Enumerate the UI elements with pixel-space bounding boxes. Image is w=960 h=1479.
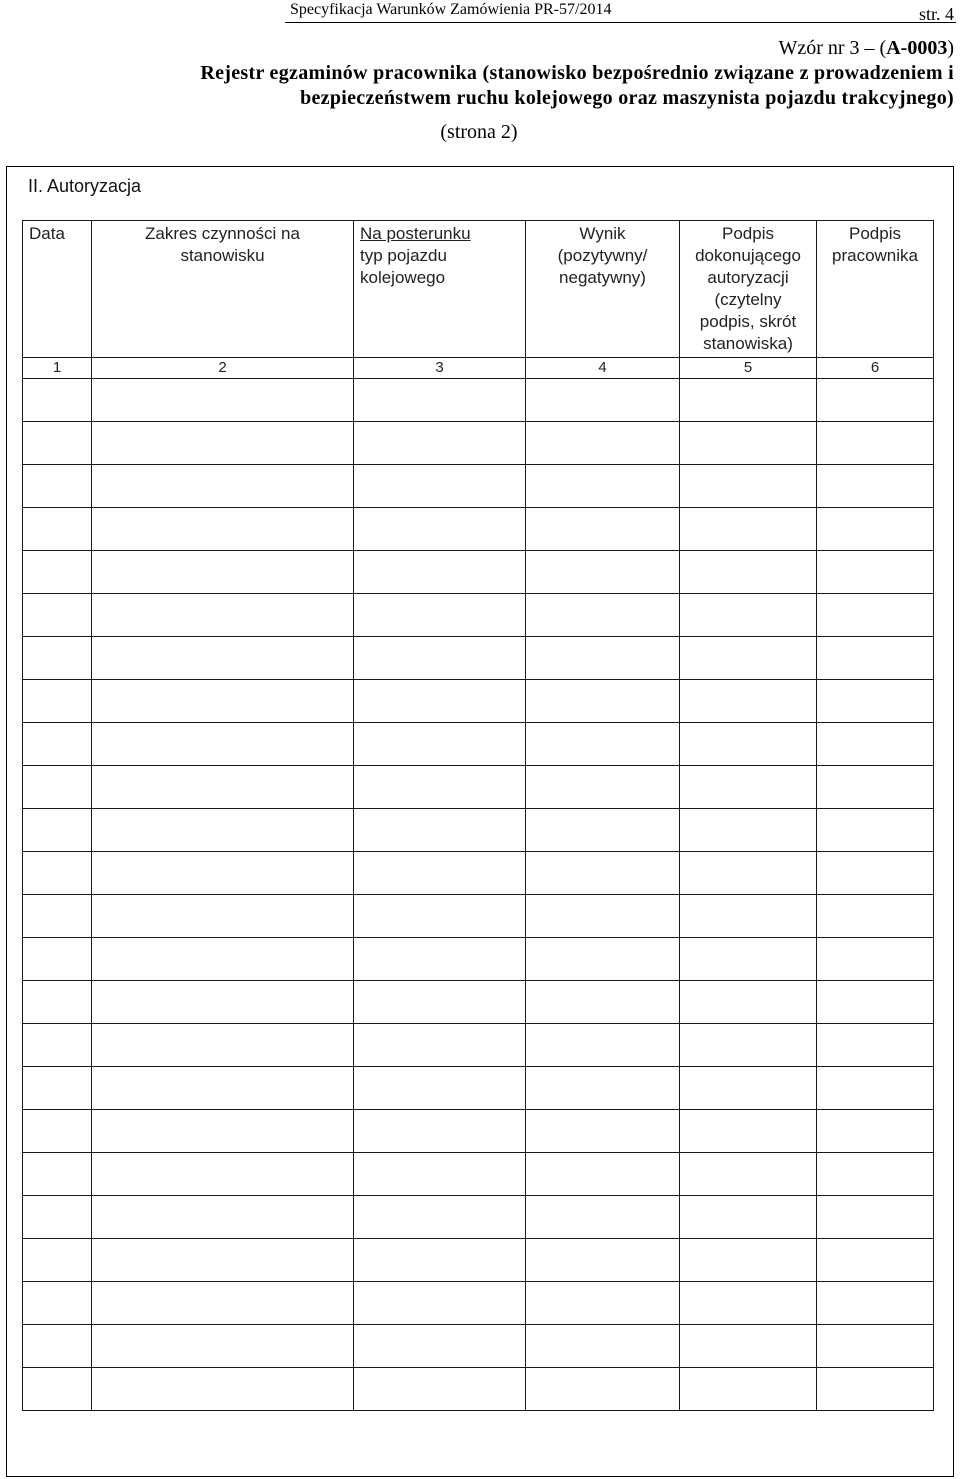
- table-cell: [680, 465, 817, 508]
- table-cell: [92, 938, 354, 981]
- table-cell: [354, 981, 526, 1024]
- table-cell: [680, 379, 817, 422]
- table-row: [23, 1153, 934, 1196]
- column-header-wynik: [526, 221, 680, 358]
- table-cell: [526, 422, 680, 465]
- table-cell: [680, 723, 817, 766]
- column-header-posterunek: [354, 221, 526, 358]
- column-header-label: dokonującego: [695, 246, 801, 265]
- table-cell: [23, 809, 92, 852]
- table-cell: [23, 594, 92, 637]
- table-cell: [526, 1024, 680, 1067]
- table-cell: [23, 1110, 92, 1153]
- table-cell: [680, 1282, 817, 1325]
- table-row: [23, 766, 934, 809]
- table-cell: [526, 508, 680, 551]
- table-cell: [526, 981, 680, 1024]
- column-header-label: negatywny): [559, 268, 646, 287]
- table-cell: [92, 379, 354, 422]
- table-cell: [817, 852, 934, 895]
- table-cell: [680, 1153, 817, 1196]
- table-cell: [680, 981, 817, 1024]
- table-cell: [817, 1325, 934, 1368]
- table-cell: [23, 379, 92, 422]
- authorization-table: [22, 220, 934, 1411]
- column-header-label: Na posterunku: [360, 224, 471, 243]
- table-cell: [817, 1110, 934, 1153]
- table-cell: [526, 809, 680, 852]
- table-cell: [92, 809, 354, 852]
- table-row: [23, 551, 934, 594]
- column-header-data: [23, 221, 92, 358]
- table-row: [23, 1067, 934, 1110]
- table-cell: [23, 1024, 92, 1067]
- table-cell: [817, 465, 934, 508]
- table-cell: [92, 637, 354, 680]
- table-cell: [817, 1196, 934, 1239]
- table-cell: [354, 465, 526, 508]
- table-cell: [23, 1282, 92, 1325]
- table-cell: [526, 680, 680, 723]
- column-header-label: podpis, skrót: [699, 312, 797, 331]
- table-body: [23, 379, 934, 1411]
- table-row: [23, 1282, 934, 1325]
- table-cell: [354, 1196, 526, 1239]
- table-cell: [92, 508, 354, 551]
- table-cell: [680, 1239, 817, 1282]
- table-cell: [817, 766, 934, 809]
- table-row: [23, 594, 934, 637]
- table-cell: [817, 594, 934, 637]
- table-cell: [817, 1368, 934, 1411]
- table-row: [23, 938, 934, 981]
- table-cell: [92, 422, 354, 465]
- table-cell: [354, 1325, 526, 1368]
- column-number-row: [23, 358, 934, 379]
- column-header-podpis-dokonujacego: [680, 221, 817, 358]
- table-cell: [92, 895, 354, 938]
- form-id-suffix: ): [947, 37, 954, 59]
- table-row: [23, 852, 934, 895]
- column-number: 5: [680, 358, 817, 379]
- column-number: 6: [817, 358, 934, 379]
- table-cell: [92, 1282, 354, 1325]
- table-cell: [680, 637, 817, 680]
- table-cell: [817, 723, 934, 766]
- table-cell: [354, 680, 526, 723]
- page-subtitle: (strona 2): [440, 121, 518, 143]
- table-cell: [526, 1110, 680, 1153]
- table-cell: [92, 465, 354, 508]
- column-header-label: Zakres czynności na: [145, 224, 300, 243]
- column-header-label: stanowiska): [703, 334, 793, 353]
- table-cell: [23, 1368, 92, 1411]
- table-cell: [680, 852, 817, 895]
- table-cell: [23, 508, 92, 551]
- table-cell: [354, 766, 526, 809]
- table-cell: [23, 465, 92, 508]
- table-cell: [817, 895, 934, 938]
- table-cell: [817, 551, 934, 594]
- form-identifier: [778, 36, 954, 60]
- table-row: [23, 508, 934, 551]
- table-cell: [23, 680, 92, 723]
- form-id-prefix: Wzór nr 3 – (: [778, 37, 887, 59]
- table-row: [23, 895, 934, 938]
- table-cell: [354, 508, 526, 551]
- table-cell: [680, 1110, 817, 1153]
- column-header-label: typ pojazdu: [360, 246, 447, 265]
- table-cell: [526, 766, 680, 809]
- table-cell: [817, 1153, 934, 1196]
- table-cell: [354, 809, 526, 852]
- table-cell: [680, 809, 817, 852]
- title-line-2: bezpieczeństwem ruchu kolejowego oraz maszynista pojazdu trakcyjnego): [300, 87, 954, 109]
- table-cell: [526, 465, 680, 508]
- table-cell: [92, 1067, 354, 1110]
- column-header-label: (pozytywny/: [557, 246, 648, 265]
- table-cell: [680, 680, 817, 723]
- table-cell: [817, 981, 934, 1024]
- table-cell: [92, 1110, 354, 1153]
- table-cell: [23, 1239, 92, 1282]
- title-line-1: Rejestr egzaminów pracownika (stanowisko bezpośrednio związane z prowadzeniem i: [200, 62, 954, 84]
- column-header-label: (czytelny: [714, 290, 782, 309]
- table-cell: [526, 895, 680, 938]
- column-header-label: kolejowego: [360, 268, 446, 287]
- page-number: str. 4: [918, 4, 954, 24]
- table-row: [23, 465, 934, 508]
- table-row: [23, 680, 934, 723]
- table-cell: [526, 1282, 680, 1325]
- table-cell: [92, 1239, 354, 1282]
- table-row: [23, 1325, 934, 1368]
- table-cell: [23, 766, 92, 809]
- column-header-label: Podpis: [849, 224, 901, 243]
- table-cell: [354, 379, 526, 422]
- table-cell: [817, 508, 934, 551]
- column-header-zakres: [92, 221, 354, 358]
- table-cell: [817, 680, 934, 723]
- table-row: [23, 1024, 934, 1067]
- table-row: [23, 981, 934, 1024]
- table-cell: [23, 723, 92, 766]
- table-cell: [526, 938, 680, 981]
- table-row: [23, 422, 934, 465]
- table-cell: [526, 852, 680, 895]
- table-cell: [817, 1282, 934, 1325]
- table-cell: [817, 1024, 934, 1067]
- table-cell: [354, 895, 526, 938]
- table-cell: [526, 1067, 680, 1110]
- table-cell: [92, 594, 354, 637]
- table-cell: [526, 379, 680, 422]
- column-header-label: stanowisku: [180, 246, 265, 265]
- table-cell: [354, 1282, 526, 1325]
- table-cell: [23, 551, 92, 594]
- table-cell: [526, 1325, 680, 1368]
- table-row: [23, 1110, 934, 1153]
- table-cell: [680, 1067, 817, 1110]
- table-cell: [92, 1368, 354, 1411]
- table-cell: [23, 422, 92, 465]
- table-cell: [23, 637, 92, 680]
- table-cell: [680, 1024, 817, 1067]
- table-cell: [526, 594, 680, 637]
- page-header: [0, 0, 960, 24]
- table-cell: [526, 1153, 680, 1196]
- table-cell: [680, 422, 817, 465]
- table-cell: [354, 594, 526, 637]
- table-cell: [92, 551, 354, 594]
- column-header-label: Wynik: [579, 224, 626, 243]
- table-cell: [526, 1239, 680, 1282]
- table-cell: [817, 1239, 934, 1282]
- table-cell: [92, 766, 354, 809]
- table-cell: [92, 852, 354, 895]
- document-title: [0, 61, 954, 111]
- table-cell: [354, 1067, 526, 1110]
- table-cell: [23, 981, 92, 1024]
- table-cell: [817, 809, 934, 852]
- table-cell: [92, 1325, 354, 1368]
- table-cell: [354, 1024, 526, 1067]
- table-cell: [526, 637, 680, 680]
- spec-header-text: Specyfikacja Warunków Zamówienia PR-57/2014: [290, 1, 612, 18]
- table-cell: [23, 1325, 92, 1368]
- table-cell: [680, 1196, 817, 1239]
- table-cell: [92, 1196, 354, 1239]
- table-cell: [354, 1110, 526, 1153]
- table-cell: [23, 1067, 92, 1110]
- table-cell: [817, 637, 934, 680]
- table-cell: [817, 379, 934, 422]
- table-cell: [680, 551, 817, 594]
- table-cell: [680, 938, 817, 981]
- section-title: II. Autoryzacja: [28, 176, 142, 196]
- column-number: 4: [526, 358, 680, 379]
- table-header-row: [23, 221, 934, 358]
- column-number: 3: [354, 358, 526, 379]
- table-cell: [817, 938, 934, 981]
- table-cell: [23, 938, 92, 981]
- table-cell: [354, 852, 526, 895]
- column-number: 1: [23, 358, 92, 379]
- table-cell: [23, 1196, 92, 1239]
- table-cell: [354, 1153, 526, 1196]
- table-row: [23, 723, 934, 766]
- table-cell: [354, 938, 526, 981]
- table-cell: [23, 852, 92, 895]
- column-header-label: autoryzacji: [707, 268, 789, 287]
- table-row: [23, 637, 934, 680]
- table-cell: [354, 637, 526, 680]
- column-header-label: pracownika: [832, 246, 918, 265]
- table-cell: [817, 1067, 934, 1110]
- table-cell: [23, 895, 92, 938]
- table-cell: [680, 1325, 817, 1368]
- table-cell: [354, 1239, 526, 1282]
- table-cell: [92, 723, 354, 766]
- table-row: [23, 1239, 934, 1282]
- table-row: [23, 809, 934, 852]
- table-cell: [354, 1368, 526, 1411]
- table-cell: [92, 1024, 354, 1067]
- table-cell: [354, 723, 526, 766]
- table-cell: [680, 1368, 817, 1411]
- table-cell: [680, 895, 817, 938]
- table-cell: [92, 981, 354, 1024]
- table-cell: [526, 1368, 680, 1411]
- column-header-label: Data: [29, 224, 65, 243]
- table-cell: [354, 551, 526, 594]
- table-row: [23, 1368, 934, 1411]
- form-id-code: A-0003: [886, 37, 948, 59]
- table-cell: [354, 422, 526, 465]
- table-cell: [817, 422, 934, 465]
- table-row: [23, 379, 934, 422]
- table-cell: [526, 551, 680, 594]
- table-cell: [23, 1153, 92, 1196]
- table-cell: [526, 723, 680, 766]
- column-number: 2: [92, 358, 354, 379]
- table-row: [23, 1196, 934, 1239]
- table-cell: [680, 766, 817, 809]
- table-cell: [92, 1153, 354, 1196]
- column-header-label: Podpis: [722, 224, 774, 243]
- table-cell: [680, 508, 817, 551]
- table-cell: [92, 680, 354, 723]
- column-header-podpis-pracownika: [817, 221, 934, 358]
- table-cell: [526, 1196, 680, 1239]
- header-divider: [285, 22, 956, 23]
- table-cell: [680, 594, 817, 637]
